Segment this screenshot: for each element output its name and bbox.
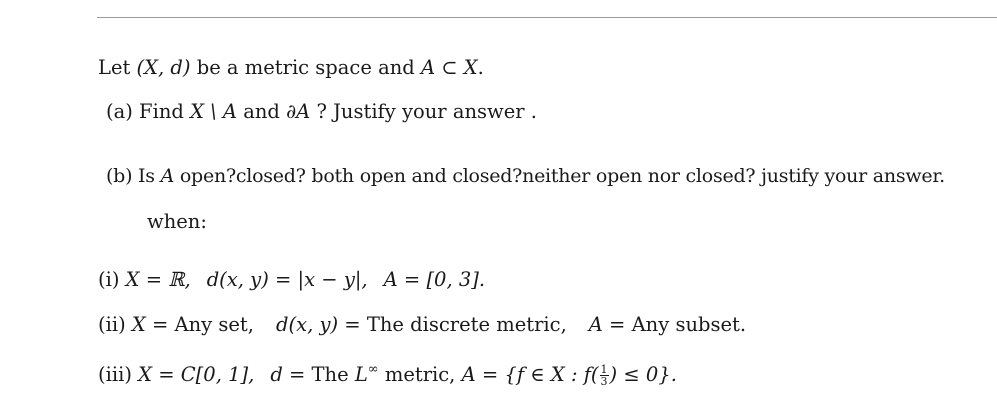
infinity-superscript: ∞ — [367, 362, 379, 377]
case-i — [98, 268, 485, 292]
case-ii-set-text: = Any subset. — [602, 313, 747, 336]
case-iii — [98, 358, 677, 387]
part-a — [106, 100, 537, 124]
complement-symbol: X \ A — [190, 100, 237, 123]
part-a-label: (a) — [106, 100, 133, 123]
case-i-set: A = [0, 3]. — [383, 268, 486, 291]
metric-space-symbol: (X, d) — [136, 56, 191, 79]
one-third-fraction — [600, 364, 609, 387]
intro-end: . — [477, 56, 484, 79]
set-a-symbol: A — [160, 165, 175, 187]
case-ii-metric-text: = The discrete metric, — [338, 313, 567, 336]
case-ii — [98, 313, 746, 337]
fraction-denominator: 3 — [600, 375, 608, 388]
case-ii-space-var: X — [131, 313, 146, 336]
subset-symbol: A ⊂ X — [420, 56, 478, 79]
case-iii-set-start: A = {f ∈ X : f( — [461, 363, 599, 386]
part-b-question: open?closed? both open and closed?neither open nor closed? justify your answer. — [174, 165, 945, 187]
case-i-label: (i) — [98, 268, 120, 291]
case-ii-space-text: = Any set, — [145, 313, 254, 336]
problem-intro — [98, 56, 484, 80]
intro-lead: Let — [98, 56, 137, 79]
case-ii-metric-var: d(x, y) — [275, 313, 339, 336]
case-i-metric: d(x, y) = |x − y|, — [206, 268, 368, 291]
part-a-find: Find — [139, 100, 191, 123]
boundary-symbol: ∂A — [286, 100, 311, 123]
part-a-and: and — [237, 100, 287, 123]
case-i-space: X = ℝ, — [125, 268, 191, 291]
case-iii-set-end: ) ≤ 0}. — [609, 363, 677, 386]
case-iii-label: (iii) — [98, 363, 132, 386]
when-text: when: — [147, 210, 207, 233]
part-b — [106, 164, 945, 188]
part-b-is: Is — [138, 165, 161, 187]
l-infinity-symbol: L — [354, 363, 368, 386]
part-a-rest: ? Justify your answer . — [310, 100, 537, 123]
case-ii-set-var: A — [588, 313, 603, 336]
case-iii-space: X = C[0, 1], — [138, 363, 255, 386]
fraction-numerator: 1 — [600, 363, 608, 376]
intro-mid: be a metric space and — [190, 56, 421, 79]
part-b-label: (b) — [106, 165, 133, 187]
part-b-when — [147, 210, 207, 234]
top-rule — [97, 17, 997, 18]
case-iii-metric-text: = The — [282, 363, 355, 386]
case-iii-metric-suffix: metric, — [378, 363, 462, 386]
case-ii-label: (ii) — [98, 313, 126, 336]
case-iii-metric-var: d — [270, 363, 283, 386]
